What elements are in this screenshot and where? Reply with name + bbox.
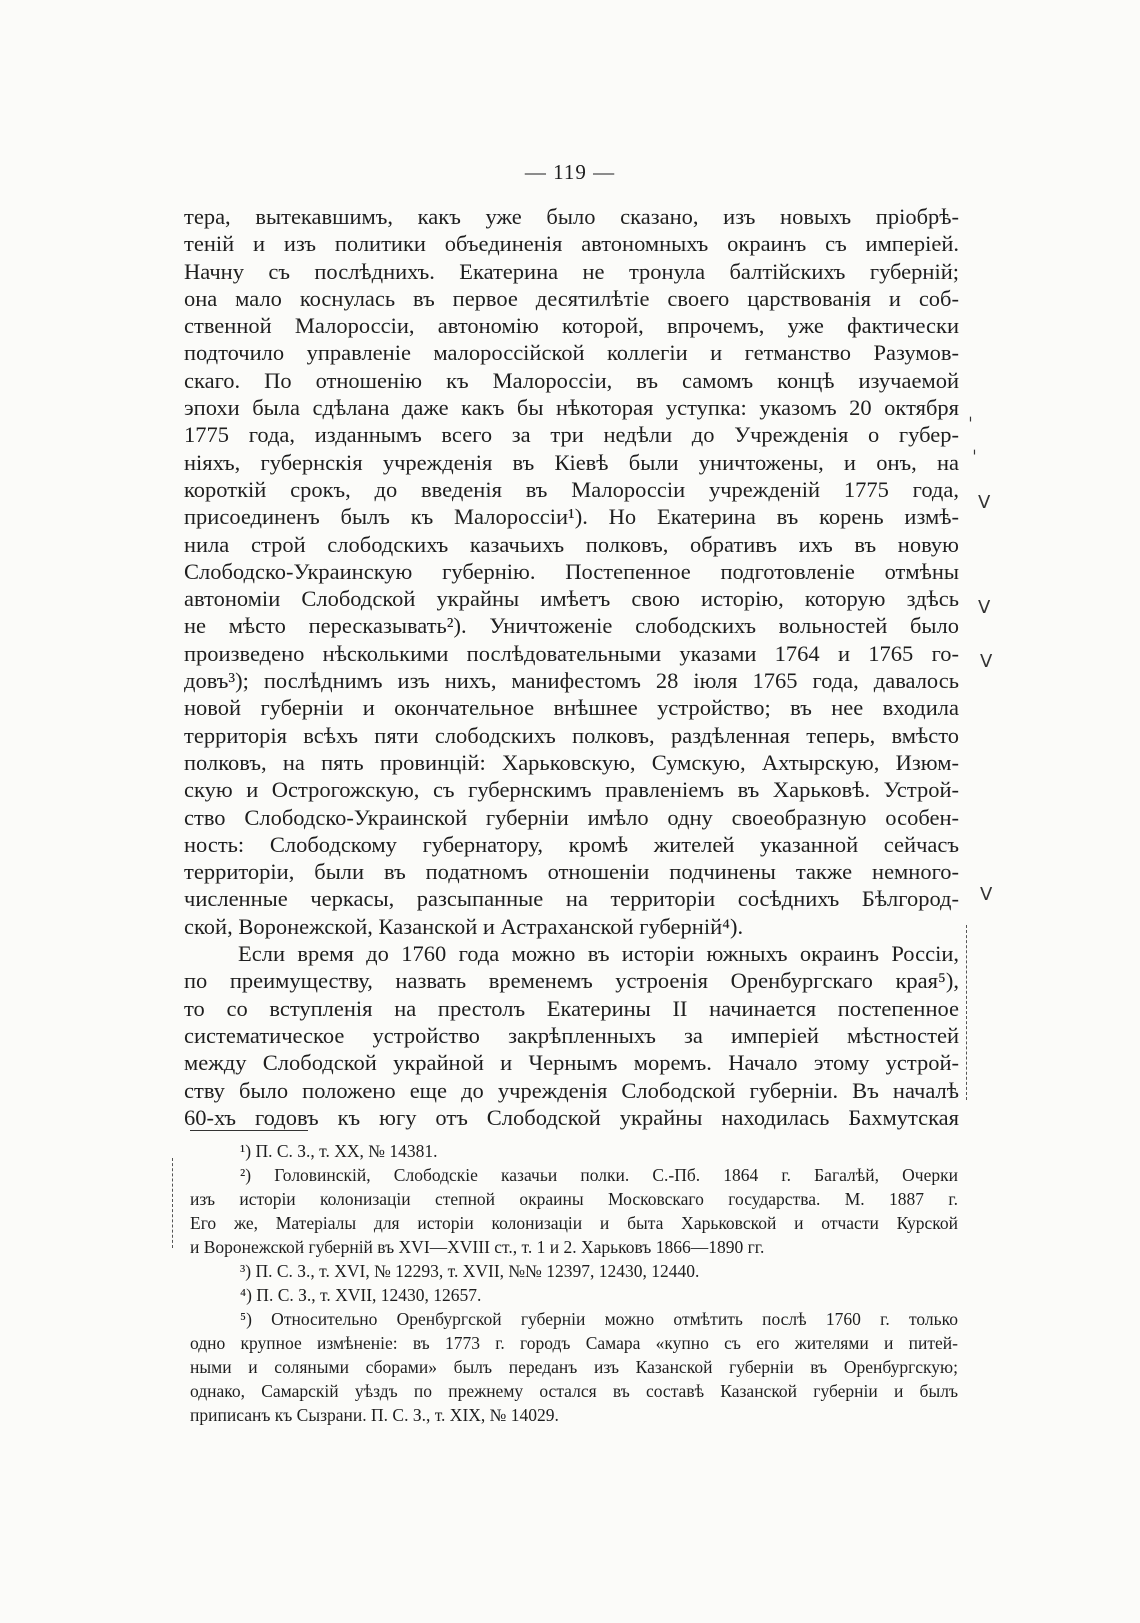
- text-line: не мѣсто пересказывать²). Уничтоженіе слободскихъ вольностей было: [184, 613, 959, 639]
- footnote-line: приписанъ къ Сызрани. П. С. З., т. XIX, № 14029.: [190, 1405, 559, 1425]
- text-line: численные черкасы, разсыпанные на территоріи сосѣднихъ Бѣлгород-: [184, 886, 959, 912]
- text-line: короткій срокъ, до введенія въ Малороссіи учрежденій 1775 года,: [184, 476, 959, 502]
- margin-tick-icon: ˈ: [968, 414, 973, 435]
- body-text: [184, 203, 959, 1131]
- footnote-line: ³) П. С. З., т. XVI, № 12293, т. XVII, №№ 12397, 12430, 12440.: [240, 1261, 700, 1281]
- text-line: произведено нѣсколькими послѣдовательными указами 1764 и 1765 го-: [184, 640, 959, 666]
- text-line: ству было положено еще до учрежденія Слободской губерніи. Въ началѣ: [184, 1077, 959, 1103]
- margin-check-icon: V: [978, 492, 991, 513]
- text-line: скаго. По отношенію къ Малороссіи, въ самомъ концѣ изучаемой: [184, 367, 959, 393]
- margin-pencil-line: [172, 1158, 173, 1248]
- footnote-line: ⁵) Относительно Оренбургской губерніи можно отмѣтить послѣ 1760 г. только: [240, 1309, 958, 1329]
- text-line: Начну съ послѣднихъ. Екатерина не тронула балтійскихъ губерній;: [184, 258, 959, 284]
- footnote-line: ⁴) П. С. З., т. XVII, 12430, 12657.: [240, 1285, 482, 1305]
- text-line: довъ³); послѣднимъ изъ нихъ, манифестомъ 28 іюля 1765 года, давалось: [184, 668, 959, 694]
- footnote-line: изъ исторіи колонизаціи степной окраины Московскаго государства. М. 1887 г.: [190, 1189, 958, 1209]
- text-line: по преимуществу, назвать временемъ устроенія Оренбургскаго края⁵),: [184, 968, 959, 994]
- text-line: ніяхъ, губернскія учрежденія въ Кіевѣ были уничтожены, и онъ, на: [184, 449, 959, 475]
- text-line: 60-хъ годовъ къ югу отъ Слободской украйны находилась Бахмутская: [184, 1104, 959, 1130]
- text-line: полковъ, на пять провинцій: Харьковскую, Сумскую, Ахтырскую, Изюм-: [184, 749, 959, 775]
- text-line: теній и изъ политики объединенія автономныхъ окраинъ съ имперіей.: [184, 231, 959, 257]
- text-line: ство Слободско-Украинской губерніи имѣло одну своеобразную особен-: [184, 804, 959, 830]
- margin-check-icon: V: [980, 884, 993, 905]
- margin-check-icon: V: [980, 651, 993, 672]
- text-line: нила строй слободскихъ казачьихъ полковъ, обративъ ихъ въ новую: [184, 531, 959, 557]
- margin-tick-icon: ˈ: [972, 447, 977, 468]
- text-line: скую и Острогожскую, съ губернскимъ правленіемъ въ Харьковѣ. Устрой-: [184, 777, 959, 803]
- footnote-line: ными и соляными сборами» былъ переданъ изъ Казанской губерніи въ Оренбургскую;: [190, 1357, 958, 1377]
- text-line: Слободско-Украинскую губернію. Постепенное подготовленіе отмѣны: [184, 558, 959, 584]
- text-line: между Слободской украйной и Чернымъ моремъ. Начало этому устрой-: [184, 1050, 959, 1076]
- text-line: новой губерніи и окончательное внѣшнее устройство; въ нее входила: [184, 695, 959, 721]
- text-line: автономіи Слободской украйны имѣетъ свою исторію, которую здѣсь: [184, 586, 959, 612]
- footnote-line: однако, Самарскій уѣздъ по прежнему остался въ составѣ Казанской губерніи и былъ: [190, 1381, 958, 1401]
- footnote-line: ²) Головинскій, Слободскіе казачьи полки. С.-Пб. 1864 г. Багалѣй, Очерки: [240, 1165, 958, 1185]
- text-line: 1775 года, изданнымъ всего за три недѣли до Учрежденія о губер-: [184, 422, 959, 448]
- margin-pencil-line: [966, 925, 967, 1100]
- page-number: — 119 —: [524, 160, 616, 184]
- text-line: ность: Слободскому губернатору, кромѣ жителей указанной сейчасъ: [184, 831, 959, 857]
- text-line: ственной Малороссіи, автономію которой, впрочемъ, уже фактически: [184, 313, 959, 339]
- text-line: территоріи, были въ податномъ отношеніи подчинены также немного-: [184, 859, 959, 885]
- text-line: систематическое устройство закрѣпленныхъ за имперіей мѣстностей: [184, 1022, 959, 1048]
- footnote-line: и Воронежской губерній въ XVI—XVIII ст., т. 1 и 2. Харьковъ 1866—1890 гг.: [190, 1237, 765, 1257]
- text-line: ской, Воронежской, Казанской и Астраханской губерній⁴).: [184, 913, 744, 939]
- margin-check-icon: V: [978, 597, 991, 618]
- text-line: Если время до 1760 года можно въ исторіи южныхъ окраинъ Россіи,: [238, 941, 959, 967]
- footnote-line: ¹) П. С. З., т. XX, № 14381.: [240, 1141, 438, 1161]
- footnote-line: одно крупное измѣненіе: въ 1773 г. городъ Самара «купно съ его жителями и питей-: [190, 1333, 958, 1353]
- text-line: эпохи была сдѣлана даже какъ бы нѣкоторая уступка: указомъ 20 октября: [184, 395, 959, 421]
- text-line: территорія всѣхъ пяти слободскихъ полковъ, раздѣленная теперь, вмѣсто: [184, 722, 959, 748]
- footnote-rule: [190, 1130, 308, 1131]
- text-line: то со вступленія на престолъ Екатерины II начинается постепенное: [184, 995, 959, 1021]
- text-line: присоединенъ былъ къ Малороссіи¹). Но Екатерина въ корень измѣ-: [184, 504, 959, 530]
- text-line: она мало коснулась въ первое десятилѣтіе своего царствованія и соб-: [184, 285, 959, 311]
- footnotes: [190, 1139, 958, 1427]
- text-line: подточило управленіе малороссійской коллегіи и гетманство Разумов-: [184, 340, 959, 366]
- text-line: тера, вытекавшимъ, какъ уже было сказано, изъ новыхъ пріобрѣ-: [184, 204, 959, 229]
- footnote-line: Его же, Матеріалы для исторіи колонизаціи и быта Харьковской и отчасти Курской: [190, 1213, 958, 1233]
